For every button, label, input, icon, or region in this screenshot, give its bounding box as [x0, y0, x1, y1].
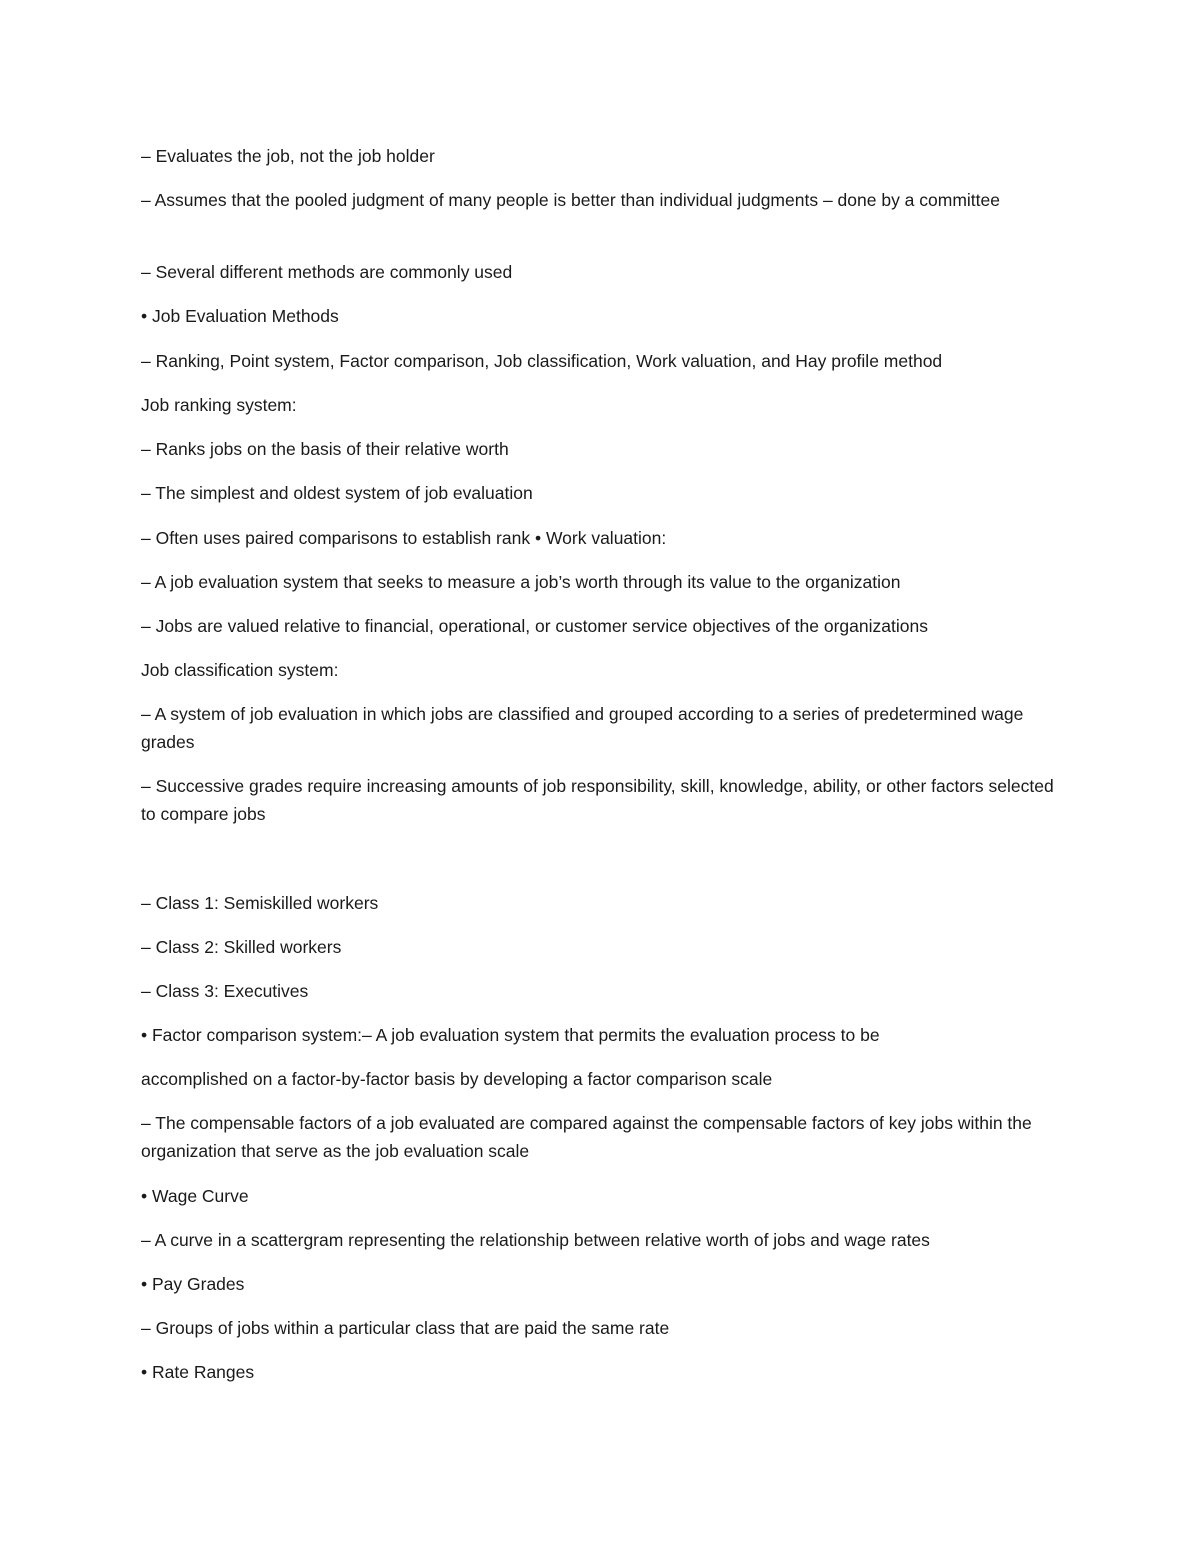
bullet-heading: • Factor comparison system:– A job evaluation system that permits the evaluation process to be — [141, 1025, 880, 1045]
bullet-heading: • Pay Grades — [141, 1274, 245, 1294]
paragraph: – Several different methods are commonly used — [141, 262, 513, 282]
paragraph: – Class 3: Executives — [141, 981, 309, 1001]
paragraph: – Class 2: Skilled workers — [141, 937, 342, 957]
paragraph: – Jobs are valued relative to financial, operational, or customer service objectives of the organizations — [141, 616, 928, 636]
bullet-heading: • Job Evaluation Methods — [141, 306, 339, 326]
paragraph: – Ranking, Point system, Factor comparison, Job classification, Work valuation, and Hay profile method — [141, 351, 943, 371]
section-heading: Job classification system: — [141, 660, 339, 680]
paragraph: accomplished on a factor-by-factor basis by developing a factor comparison scale — [141, 1069, 773, 1089]
paragraph: – Successive grades require increasing amounts of job responsibility, skill, knowledge, ability, or other factors selected to compare jobs — [141, 776, 1054, 824]
paragraph: – The simplest and oldest system of job evaluation — [141, 483, 533, 503]
section-heading: Job ranking system: — [141, 395, 297, 415]
bullet-heading: • Rate Ranges — [141, 1362, 255, 1382]
paragraph: – Class 1: Semiskilled workers — [141, 893, 379, 913]
paragraph: – Groups of jobs within a particular class that are paid the same rate — [141, 1318, 670, 1338]
bullet-heading: • Wage Curve — [141, 1186, 249, 1206]
paragraph: – The compensable factors of a job evaluated are compared against the compensable factors of key jobs within the organization that serve as the job evaluation scale — [141, 1113, 1032, 1161]
paragraph: – Assumes that the pooled judgment of many people is better than individual judgments – done by a committee — [141, 190, 1000, 210]
paragraph: – A job evaluation system that seeks to measure a job’s worth through its value to the organization — [141, 572, 901, 592]
paragraph: – A system of job evaluation in which jobs are classified and grouped according to a series of predetermined wage grades — [141, 704, 1024, 752]
paragraph: – Ranks jobs on the basis of their relative worth — [141, 439, 509, 459]
paragraph: – A curve in a scattergram representing the relationship between relative worth of jobs and wage rates — [141, 1230, 930, 1250]
paragraph: – Evaluates the job, not the job holder — [141, 146, 435, 166]
paragraph: – Often uses paired comparisons to establish rank • Work valuation: — [141, 528, 667, 548]
